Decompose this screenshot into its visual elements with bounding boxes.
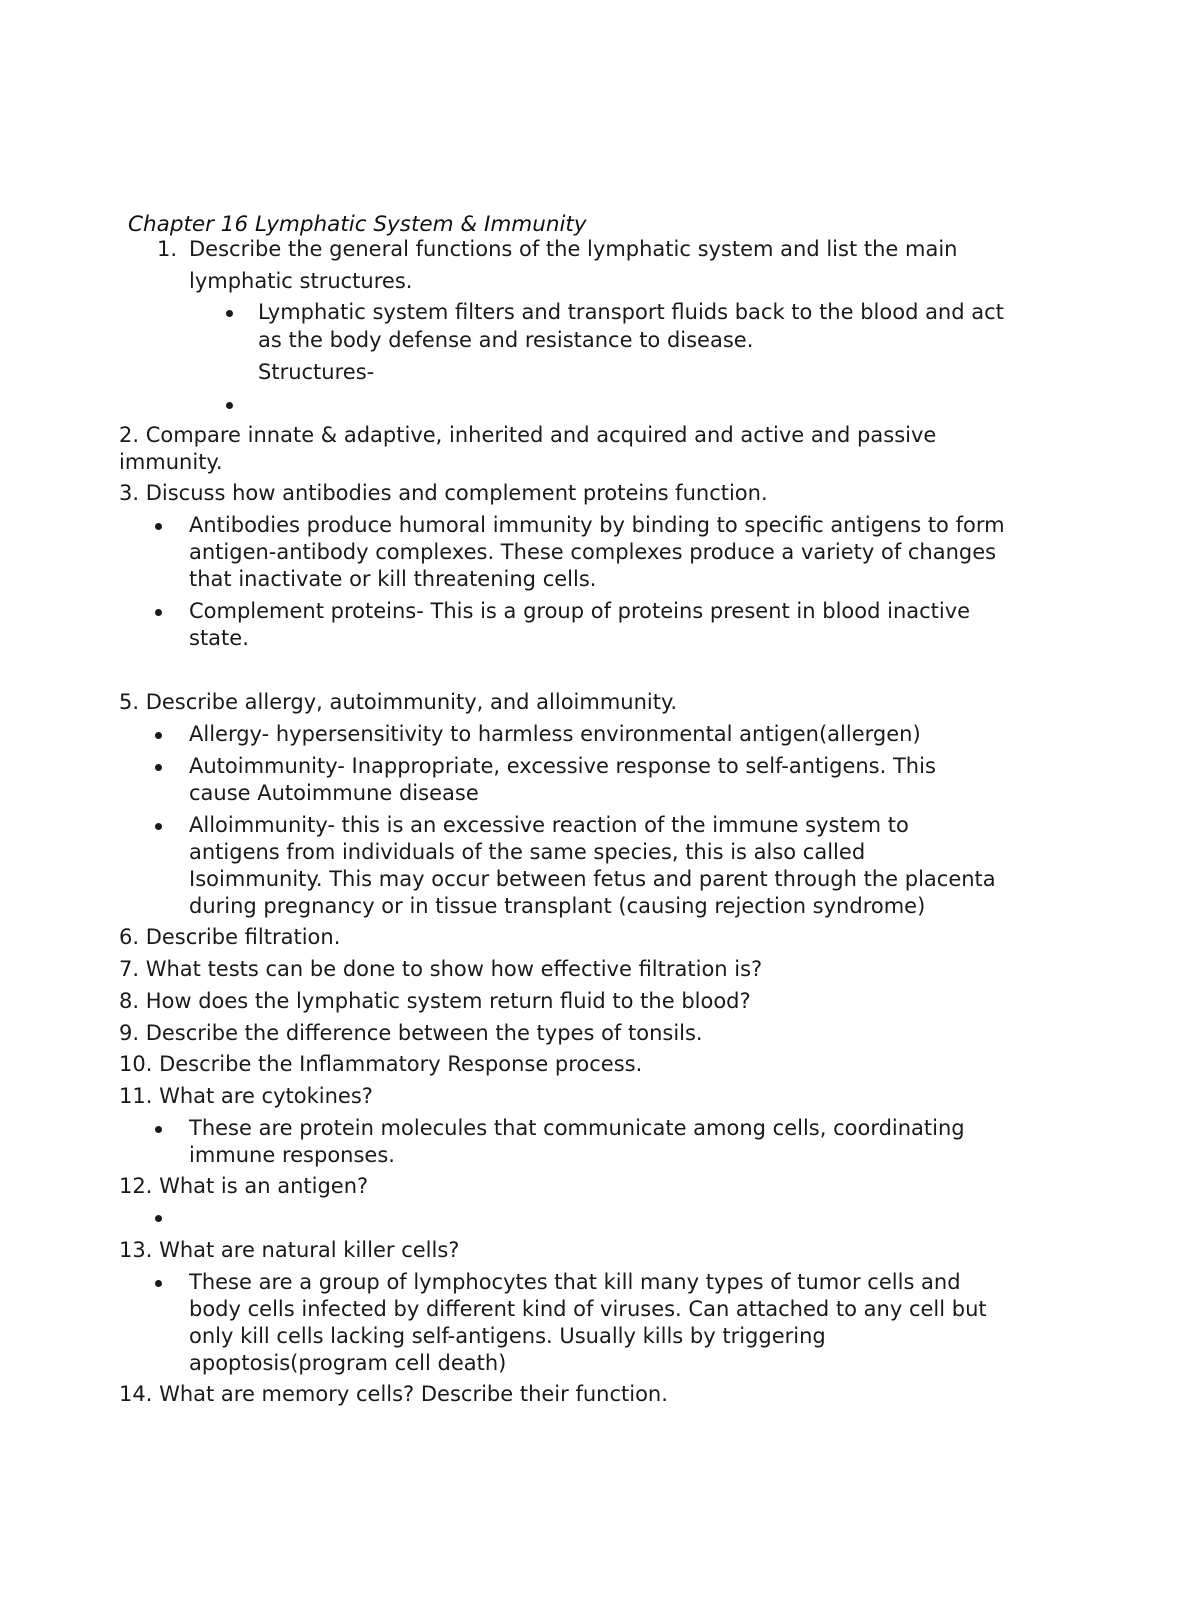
- q3-bullet-2-line-2: state.: [189, 626, 249, 650]
- q1-bullet-1-line-1: Lymphatic system filters and transport fluids back to the blood and act: [258, 300, 1004, 324]
- q11-bullet-1-line-1: These are protein molecules that communicate among cells, coordinating: [189, 1116, 965, 1140]
- q3-bullet-1-line-1: Antibodies produce humoral immunity by binding to specific antigens to form: [189, 513, 1005, 537]
- q1-structures-label: Structures-: [258, 360, 375, 384]
- bullet-icon: [155, 523, 162, 530]
- bullet-icon: [155, 609, 162, 616]
- q5-bullet-2-line-2: cause Autoimmune disease: [189, 781, 479, 805]
- bullet-icon: [155, 823, 162, 830]
- q14-text: 14. What are memory cells? Describe their function.: [119, 1382, 668, 1406]
- q13-bullet-1-line-2: body cells infected by different kind of viruses. Can attached to any cell but: [189, 1297, 987, 1321]
- q3-bullet-1-line-2: antigen-antibody complexes. These complexes produce a variety of changes: [189, 540, 997, 564]
- q5-bullet-3-line-2: antigens from individuals of the same species, this is also called: [189, 840, 866, 864]
- q5-bullet-2-line-1: Autoimmunity- Inappropriate, excessive response to self-antigens. This: [189, 754, 936, 778]
- q13-bullet-1-line-4: apoptosis(program cell death): [189, 1351, 507, 1375]
- q3-bullet-1-line-3: that inactivate or kill threatening cells.: [189, 567, 597, 591]
- q2-line-2: immunity.: [119, 450, 223, 474]
- q13-bullet-1-line-3: only kill cells lacking self-antigens. Usually kills by triggering: [189, 1324, 826, 1348]
- q1-line-1: Describe the general functions of the lymphatic system and list the main: [189, 237, 958, 261]
- q3-bullet-2-line-1: Complement proteins- This is a group of proteins present in blood inactive: [189, 599, 971, 623]
- bullet-icon: [155, 764, 162, 771]
- q5-bullet-3-line-3: Isoimmunity. This may occur between fetus and parent through the placenta: [189, 867, 996, 891]
- chapter-title: Chapter 16 Lymphatic System & Immunity: [128, 212, 587, 237]
- q5-bullet-1: Allergy- hypersensitivity to harmless environmental antigen(allergen): [189, 722, 921, 746]
- q12-text: 12. What is an antigen?: [119, 1174, 369, 1198]
- q3-text: 3. Discuss how antibodies and complement proteins function.: [119, 481, 768, 505]
- q10-text: 10. Describe the Inflammatory Response process.: [119, 1052, 643, 1076]
- q11-bullet-1-line-2: immune responses.: [189, 1143, 395, 1167]
- bullet-icon: [155, 1215, 162, 1222]
- q13-bullet-1-line-1: These are a group of lymphocytes that kill many types of tumor cells and: [189, 1270, 961, 1294]
- q13-text: 13. What are natural killer cells?: [119, 1238, 460, 1262]
- q7-text: 7. What tests can be done to show how effective filtration is?: [119, 957, 763, 981]
- q8-text: 8. How does the lymphatic system return fluid to the blood?: [119, 989, 751, 1013]
- bullet-icon: [155, 732, 162, 739]
- q5-text: 5. Describe allergy, autoimmunity, and alloimmunity.: [119, 690, 678, 714]
- q11-text: 11. What are cytokines?: [119, 1084, 373, 1108]
- q1-number: 1.: [157, 237, 178, 261]
- bullet-icon: [226, 310, 233, 317]
- bullet-icon: [155, 1126, 162, 1133]
- q5-bullet-3-line-4: during pregnancy or in tissue transplant (causing rejection syndrome): [189, 894, 926, 918]
- q9-text: 9. Describe the difference between the types of tonsils.: [119, 1021, 703, 1045]
- q2-line-1: 2. Compare innate & adaptive, inherited and acquired and active and passive: [119, 423, 937, 447]
- q1-line-2: lymphatic structures.: [189, 269, 413, 293]
- q6-text: 6. Describe filtration.: [119, 925, 341, 949]
- q1-bullet-1-line-2: as the body defense and resistance to disease.: [258, 328, 754, 352]
- bullet-icon: [226, 402, 233, 409]
- q5-bullet-3-line-1: Alloimmunity- this is an excessive reaction of the immune system to: [189, 813, 909, 837]
- bullet-icon: [155, 1280, 162, 1287]
